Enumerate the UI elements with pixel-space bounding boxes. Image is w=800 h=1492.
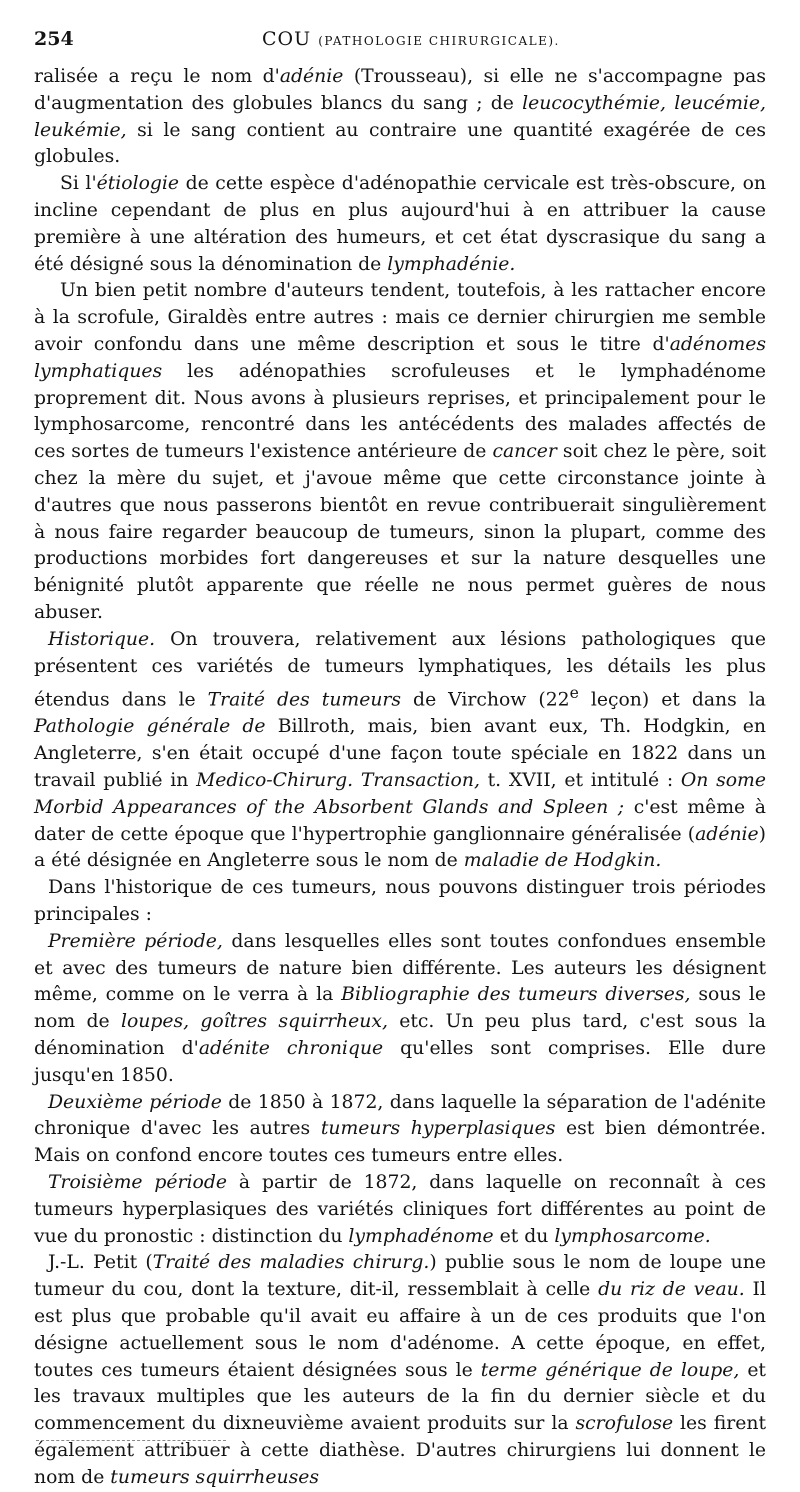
paragraph-period-2: Deuxième période de 1850 à 1872, dans laquelle la séparation de l'adénite chronique d'avec les autres tumeurs hyperplasiques est bien démontrée. Mais on confond encore toutes ces tumeurs entre elles. <box>34 1091 766 1167</box>
paragraph-period-1: Première période, dans lesquelles elles sont toutes confondues ensemble et avec des tumeurs de nature bien différente. Les auteurs les désignent même, comme on le verra à la Bibliographie des tumeurs diverses, sous le nom de loupes, goîtres squirrheux, etc. Un peu plus tard, c'est sous la dénomination d'adénite chronique qu'elles sont comprises. Elle dure jusqu'en 1850. <box>34 930 766 1086</box>
page-number: 254 <box>34 28 74 50</box>
paragraph-historique: Historique. On trouvera, relativement aux lésions pathologiques que présentent ces variétés de tumeurs lymphatiques, les détails les plus étendus dans le Traité des tumeurs de Virchow (22e leçon) et dans la Pathologie générale de Billroth, mais, bien avant eux, Th. Hodgkin, en Angleterre, s'en était occupé d'une façon toute spéciale en 1822 dans un travail publié in Medico-Chirurg. Transaction, t. XVII, et intitulé : On some Morbid Appearances of the Absorbent Glands and Spleen ; c'est même à dater de cette époque que l'hypertrophie ganglionnaire généralisée (adénie) a été désignée en Angleterre sous le nom de maladie de Hodgkin. <box>34 628 766 872</box>
paragraph-3: Un bien petit nombre d'auteurs tendent, toutefois, à les rattacher encore à la scrofule, Giraldès entre autres : mais ce dernier chirurgien me semble avoir confondu dans une même description et sous le titre d'adénomes lymphatiques les adénopathies scrofuleuses et le lymphadénome proprement dit. Nous avons à plusieurs reprises, et principalement pour le lymphosarcome, rencontré dans les antécédents des malades affectés de ces sortes de tumeurs l'existence antérieure de cancer soit chez le père, soit chez la mère du sujet, et j'avoue même que cette circonstance jointe à d'autres que nous passerons bientôt en revue contribuerait singulièrement à nous faire regarder beaucoup de tumeurs, sinon la plupart, comme des productions morbides fort dangereuses et sur la nature desquelles une bénignité plutôt apparente que réelle ne nous permet guères de nous abuser. <box>34 280 767 623</box>
footer-rule <box>36 1440 226 1441</box>
paragraph-periods-intro: Dans l'historique de ces tumeurs, nous pouvons distinguer trois périodes principales : <box>34 877 766 925</box>
running-head-main: COU <box>262 28 312 50</box>
paragraph-petit: J.-L. Petit (Traité des maladies chirurg.) publie sous le nom de loupe une tumeur du cou, dont la texture, dit-il, ressemblait à celle du riz de veau. Il est plus que probable qu'il avait eu affaire à un de ces produits que l'on désigne actuellement sous le nom d'adénome. A cette époque, en effet, toutes ces tumeurs étaient désignées sous le terme générique de loupe, et les travaux multiples que les auteurs de la fin du dernier siècle et du commencement du dixneuvième avaient produits sur la scrofulose les firent également attribuer à cette diathèse. D'autres chirurgiens lui donnent le nom de tumeurs squirrheuses <box>34 1252 766 1488</box>
paragraph-period-3: Troisième période à partir de 1872, dans laquelle on reconnaît à ces tumeurs hyperplasiques des variétés cliniques fort différentes au point de vue du pronostic : distinction du lymphadénome et du lymphosarcome. <box>34 1171 766 1247</box>
section-heading-historique: Historique. <box>48 628 156 650</box>
paragraph-2: Si l'étiologie de cette espèce d'adénopathie cervicale est très-obscure, on incline cependant de plus en plus aujourd'hui à en attribuer la cause première à une altération des humeurs, et cet état dyscrasique du sang a été désigné sous la dénomination de lymphadénie. <box>34 173 766 275</box>
paragraph-1: ralisée a reçu le nom d'adénie (Trousseau), si elle ne s'accompagne pas d'augmentation des globules blancs du sang ; de leucocythémie, leucémie, leukémie, si le sang contient au contraire une quantité exagérée de ces globules. <box>34 66 766 168</box>
running-head <box>262 28 560 50</box>
running-header <box>34 24 766 58</box>
body-text <box>34 64 766 1492</box>
running-head-sub: (PATHOLOGIE CHIRURGICALE). <box>318 34 560 48</box>
